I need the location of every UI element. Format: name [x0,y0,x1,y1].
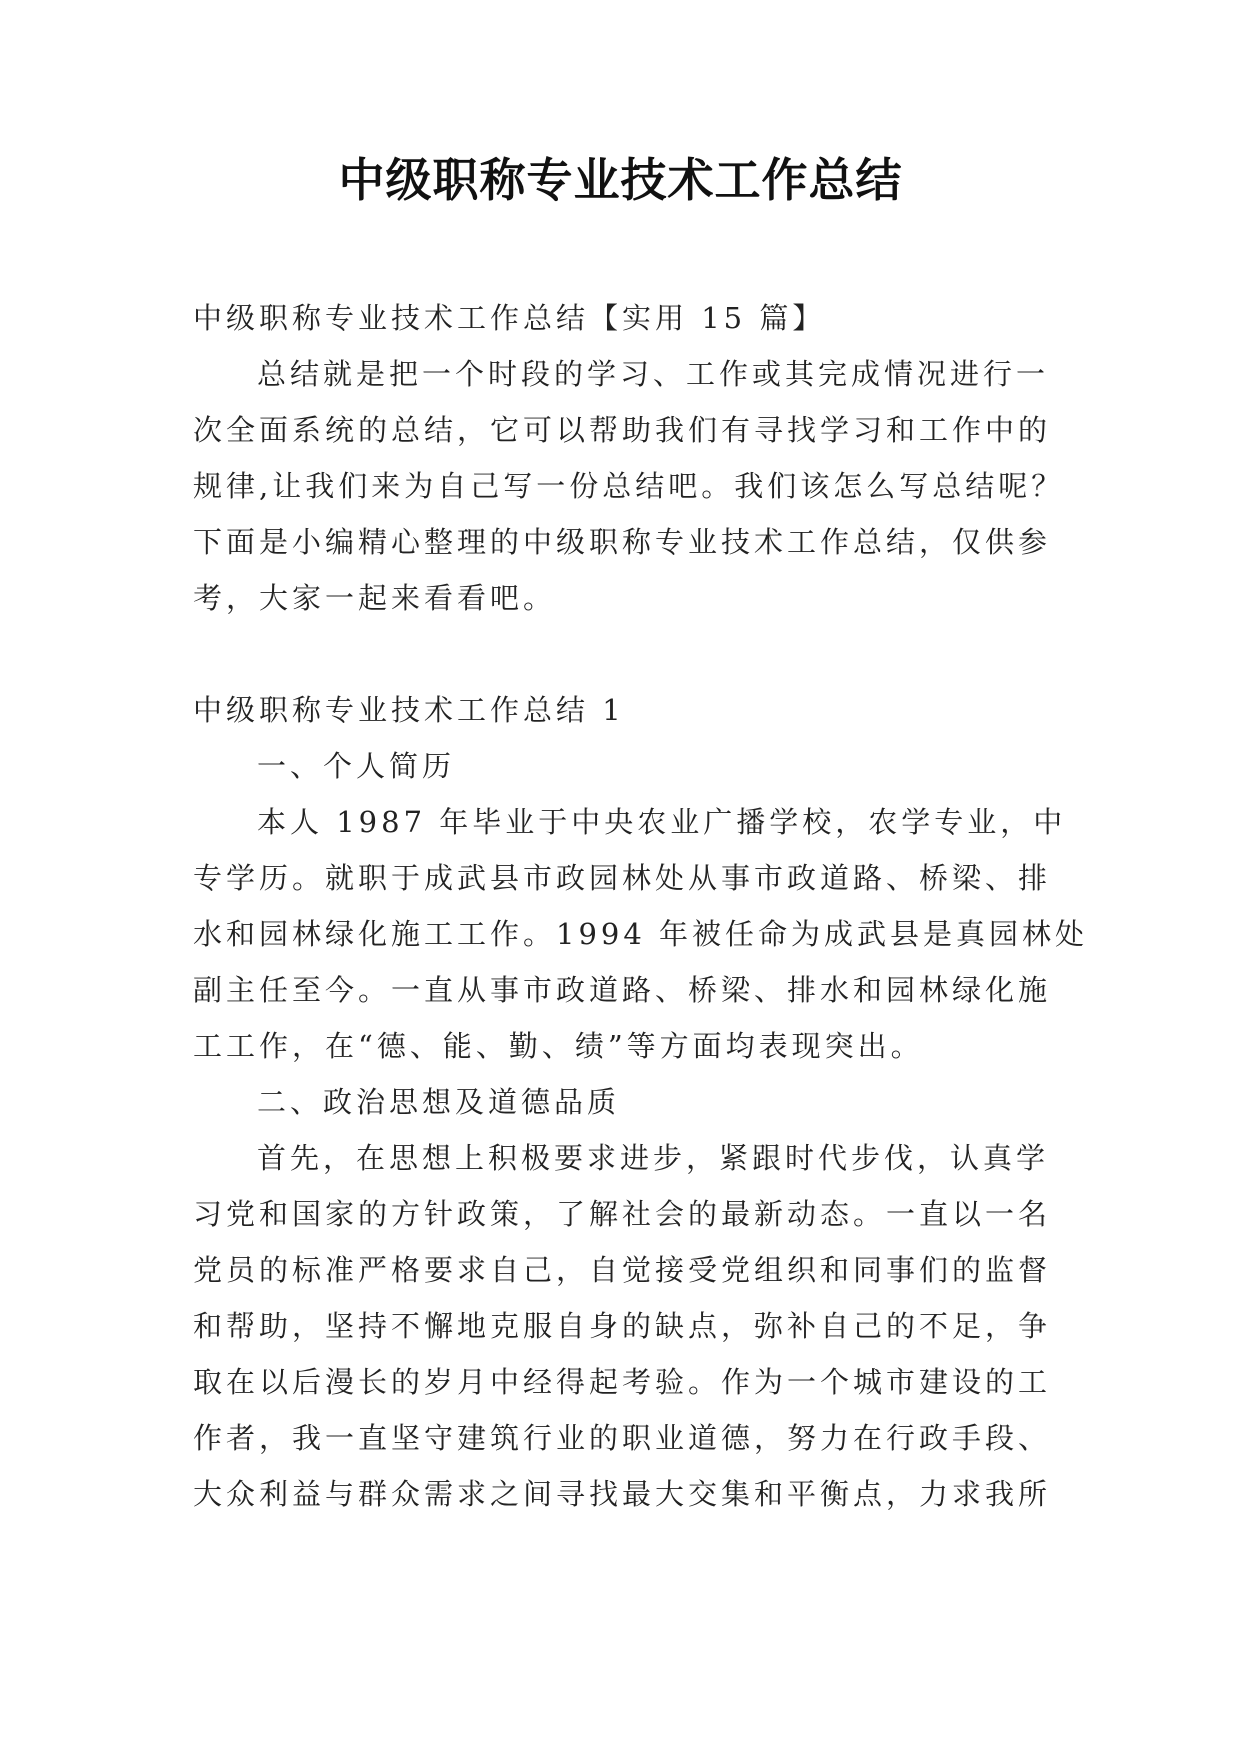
intro-line: 规律,让我们来为自己写一份总结吧。我们该怎么写总结呢？ [193,469,1065,503]
paragraph-line: 专学历。就职于成武县市政园林处从事市政道路、桥梁、排 [193,861,1052,895]
paragraph-line: 党员的标准严格要求自己，自觉接受党组织和同事们的监督 [193,1253,1052,1287]
section-heading: 二、政治思想及道德品质 [257,1085,621,1119]
section-heading: 一、个人简历 [257,749,456,783]
paragraph-line: 本人 1987 年毕业于中央农业广播学校，农学专业，中 [257,805,1067,839]
paragraph-line: 首先，在思想上积极要求进步，紧跟时代步伐，认真学 [257,1141,1050,1175]
paragraph-line: 习党和国家的方针政策，了解社会的最新动态。一直以一名 [193,1197,1052,1231]
document-subtitle: 中级职称专业技术工作总结【实用 15 篇】 [193,301,826,335]
intro-line: 考，大家一起来看看吧。 [193,581,557,615]
paragraph-line: 作者，我一直坚守建筑行业的职业道德，努力在行政手段、 [193,1421,1052,1455]
paragraph-line: 副主任至今。一直从事市政道路、桥梁、排水和园林绿化施 [193,973,1052,1007]
paragraph-line: 工工作，在“德、能、勤、绩”等方面均表现突出。 [193,1029,924,1063]
intro-line: 次全面系统的总结，它可以帮助我们有寻找学习和工作中的 [193,413,1052,447]
section-title: 中级职称专业技术工作总结 1 [193,693,625,727]
paragraph-line: 大众利益与群众需求之间寻找最大交集和平衡点，力求我所 [193,1477,1052,1511]
document-body [193,290,1089,1522]
paragraph-spacer [193,626,1053,682]
document-title: 中级职称专业技术工作总结 [338,153,903,207]
intro-line: 下面是小编精心整理的中级职称专业技术工作总结，仅供参 [193,525,1052,559]
paragraph-line: 取在以后漫长的岁月中经得起考验。作为一个城市建设的工 [193,1365,1052,1399]
paragraph-line: 和帮助，坚持不懈地克服自身的缺点，弥补自己的不足，争 [193,1309,1052,1343]
intro-line: 总结就是把一个时段的学习、工作或其完成情况进行一 [257,357,1050,391]
paragraph-line: 水和园林绿化施工工作。1994 年被任命为成武县是真园林处 [193,917,1089,951]
